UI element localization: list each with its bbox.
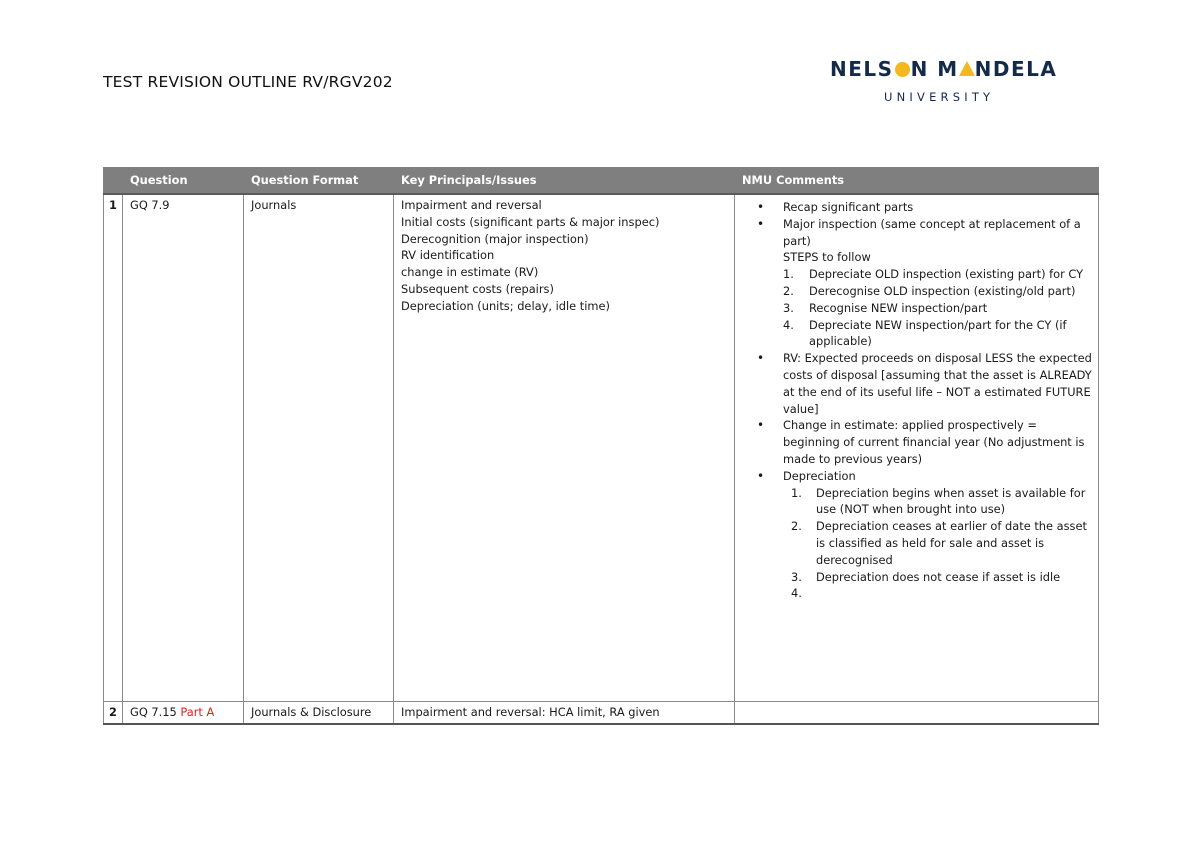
key-item: Initial costs (significant parts & major inspec)	[401, 214, 660, 229]
row-format: Journals & Disclosure	[244, 702, 394, 724]
key-item: change in estimate (RV)	[401, 265, 539, 280]
university-logo	[830, 56, 1075, 106]
logo-subtitle: UNIVERSITY	[884, 90, 995, 104]
comment-list	[742, 199, 1092, 612]
item-text: Depreciation ceases at earlier of date the asset is classified as held for sale and asset is derecognised	[816, 519, 1087, 567]
triangle-icon	[959, 61, 975, 76]
table-row	[104, 194, 1099, 702]
table-row	[104, 702, 1099, 724]
comment-bullet	[783, 468, 1092, 612]
comment-bullet	[783, 199, 1092, 216]
step-text: Depreciate NEW inspection/part for the CY (if applicable)	[809, 317, 1067, 349]
comment-text: Depreciation	[783, 468, 856, 483]
row-key-principals: Impairment and reversal: HCA limit, RA given	[394, 702, 735, 724]
comment-bullet	[783, 216, 1092, 350]
comment-text: Change in estimate: applied prospectively = beginning of current financial year (No adjustment is made to previous years)	[783, 418, 1085, 466]
item-number: 2.	[791, 519, 802, 534]
depreciation-list	[783, 485, 1092, 613]
row-nmu-comments	[735, 702, 1099, 724]
item-text: Depreciation does not cease if asset is idle	[816, 569, 1061, 584]
depreciation-item	[783, 485, 1092, 519]
question-part: Part A	[180, 705, 215, 719]
comment-bullet	[783, 417, 1092, 467]
step-item	[783, 266, 1092, 283]
comment-text: Major inspection (same concept at replacement of a part)	[783, 216, 1081, 248]
comment-text: RV: Expected proceeds on disposal LESS the expected costs of disposal [assuming that the asset is ALREADY at the end of its useful life – NOT a estimated FUTURE value]	[783, 351, 1092, 416]
key-item: Impairment and reversal	[401, 198, 542, 212]
row-number: 2	[104, 702, 123, 724]
row-key-principals	[394, 194, 735, 702]
header-question-format: Question Format	[244, 168, 394, 195]
step-item	[783, 317, 1092, 351]
depreciation-item	[783, 569, 1092, 586]
logo-text-a: NELS	[830, 57, 894, 81]
steps-list	[783, 266, 1092, 350]
document-title: TEST REVISION OUTLINE RV/RGV202	[103, 73, 393, 91]
step-number: 1.	[783, 267, 794, 282]
step-text: Depreciate OLD inspection (existing part) for CY	[809, 267, 1084, 282]
key-item: Derecognition (major inspection)	[401, 231, 589, 246]
logo-text-c: NDELA	[974, 57, 1058, 81]
header-nmu-comments: NMU Comments	[735, 168, 1099, 195]
row-number: 1	[104, 194, 123, 702]
key-item: Subsequent costs (repairs)	[401, 281, 554, 296]
step-text: Recognise NEW inspection/part	[809, 300, 988, 315]
header-question: Question	[123, 168, 244, 195]
logo-text-b: N M	[910, 57, 959, 81]
item-number: 1.	[791, 485, 802, 500]
logo-wordmark	[830, 56, 1075, 82]
step-text: Derecognise OLD inspection (existing/old part)	[809, 283, 1076, 298]
item-number: 4.	[791, 586, 802, 601]
depreciation-item	[783, 518, 1092, 568]
header-num	[104, 168, 123, 195]
question-text: GQ 7.15	[130, 705, 177, 719]
step-item	[783, 283, 1092, 300]
comment-bullet	[783, 350, 1092, 417]
row-nmu-comments	[735, 194, 1099, 702]
key-item: RV identification	[401, 248, 495, 263]
table-header-row	[104, 168, 1099, 195]
step-item	[783, 300, 1092, 317]
steps-heading: STEPS to follow	[783, 250, 871, 265]
step-number: 3.	[783, 300, 794, 315]
revision-table	[103, 167, 1099, 725]
step-number: 2.	[783, 283, 794, 298]
header-key-principals: Key Principals/Issues	[394, 168, 735, 195]
key-item: Depreciation (units; delay, idle time)	[401, 298, 610, 313]
row-question: GQ 7.9	[123, 194, 244, 702]
row-question	[123, 702, 244, 724]
depreciation-item	[783, 585, 1092, 612]
step-number: 4.	[783, 317, 794, 332]
comment-text: Recap significant parts	[783, 200, 914, 214]
sun-icon	[895, 62, 910, 77]
item-text: Depreciation begins when asset is available for use (NOT when brought into use)	[816, 485, 1086, 517]
item-number: 3.	[791, 569, 802, 584]
row-format: Journals	[244, 194, 394, 702]
